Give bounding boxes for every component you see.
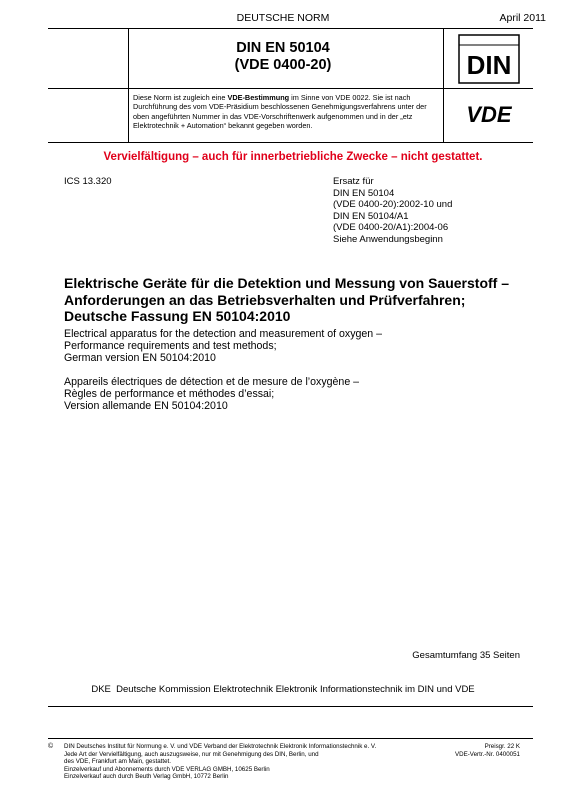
price-block xyxy=(455,743,520,758)
header-bottom-rule xyxy=(48,142,533,143)
copyright-footer xyxy=(48,743,424,781)
title-german-line: Deutsche Fassung EN 50104:2010 xyxy=(64,308,291,324)
footer-line: Einzelverkauf und Abonnements durch VDE VERLAG GMBH, 10625 Berlin xyxy=(64,765,270,773)
footer-line: Jede Art der Vervielfältigung, auch auszugsweise, nur mit Genehmigung des DIN, Berlin, und xyxy=(64,750,319,758)
note-part1: Diese Norm ist zugleich eine xyxy=(133,93,228,102)
dke-commission: DKE Deutsche Kommission Elektrotechnik Elektronik Informationstechnik im DIN und VDE xyxy=(91,684,475,695)
footer-line: DIN Deutsches Institut für Normung e. V. und VDE Verband der Elektrotechnik Elektronik Informationstechnik e. V. xyxy=(64,743,377,750)
title-german xyxy=(64,275,534,325)
title-french-line: Règles de performance et méthodes d’essai; xyxy=(64,388,275,401)
header-right-border xyxy=(443,28,444,142)
footer-top-rule xyxy=(48,706,533,707)
reproduction-warning: Vervielfältigung – auch für innerbetriebliche Zwecke – nicht gestattet. xyxy=(103,151,483,163)
vde-approval-note xyxy=(133,93,441,131)
title-english-line: Electrical apparatus for the detection and measurement of oxygen – xyxy=(64,328,382,340)
vde-logo-text: VDE xyxy=(466,102,512,126)
replaces-line: Siehe Anwendungsbeginn xyxy=(333,233,443,245)
title-english xyxy=(64,328,534,365)
note-bold-term: VDE-Bestimmung xyxy=(227,93,290,102)
title-german-line: Elektrische Geräte für die Detektion und Messung von Sauerstoff – xyxy=(64,275,509,291)
vde-logo xyxy=(448,102,530,126)
replaces-block xyxy=(333,176,452,246)
note-part2: im Sinne von VDE 0022. Sie ist nach Durchführung des vom VDE-Präsidium beschlossenen Genehmigungsverfahrens unter der oben angeführten Nummer in das VDE-Vorschriftenwerk aufgenommen und in der „etz Elektrotechnik + Automation“ bekannt gegeben worden. xyxy=(133,93,427,131)
footer-line: Einzelverkauf auch durch Beuth Verlag GmbH, 10772 Berlin xyxy=(64,773,229,781)
title-french xyxy=(64,376,534,413)
footer-line: des VDE, Frankfurt am Main, gestattet. xyxy=(64,758,171,766)
title-french-line: Version allemande EN 50104:2010 xyxy=(64,400,228,413)
replaces-line: DIN EN 50104/A1 xyxy=(333,210,409,222)
document-type-label: DEUTSCHE NORM xyxy=(236,12,330,24)
replaces-line: Ersatz für xyxy=(333,176,374,187)
replaces-line: DIN EN 50104 xyxy=(333,187,395,199)
title-french-line: Appareils électriques de détection et de mesure de l’oxygène – xyxy=(64,376,360,388)
din-logo-text: DIN xyxy=(466,50,512,80)
replaces-line: (VDE 0400-20):2002-10 und xyxy=(333,199,453,211)
ics-code: ICS 13.320 xyxy=(64,176,112,187)
header-divider-rule xyxy=(48,88,533,89)
publication-date: April 2011 xyxy=(499,12,546,24)
standard-number-din: DIN EN 50104 xyxy=(236,40,330,56)
title-english-line: German version EN 50104:2010 xyxy=(64,352,216,365)
din-logo xyxy=(458,34,520,84)
top-rule xyxy=(48,28,533,29)
vde-order-number: VDE-Vertr.-Nr. 0400051 xyxy=(455,750,520,758)
replaces-line: (VDE 0400-20/A1):2004-06 xyxy=(333,222,449,234)
standard-number-vde: (VDE 0400-20) xyxy=(234,57,332,73)
standard-number xyxy=(128,40,438,74)
total-pages: Gesamtumfang 35 Seiten xyxy=(412,650,520,661)
footer-bottom-rule xyxy=(48,738,533,739)
price-group: Preisgr. 22 K xyxy=(484,743,520,750)
copyright-symbol: © xyxy=(48,743,54,750)
title-english-line: Performance requirements and test methods; xyxy=(64,340,277,353)
title-german-line: Anforderungen an das Betriebsverhalten und Prüfverfahren; xyxy=(64,291,466,308)
